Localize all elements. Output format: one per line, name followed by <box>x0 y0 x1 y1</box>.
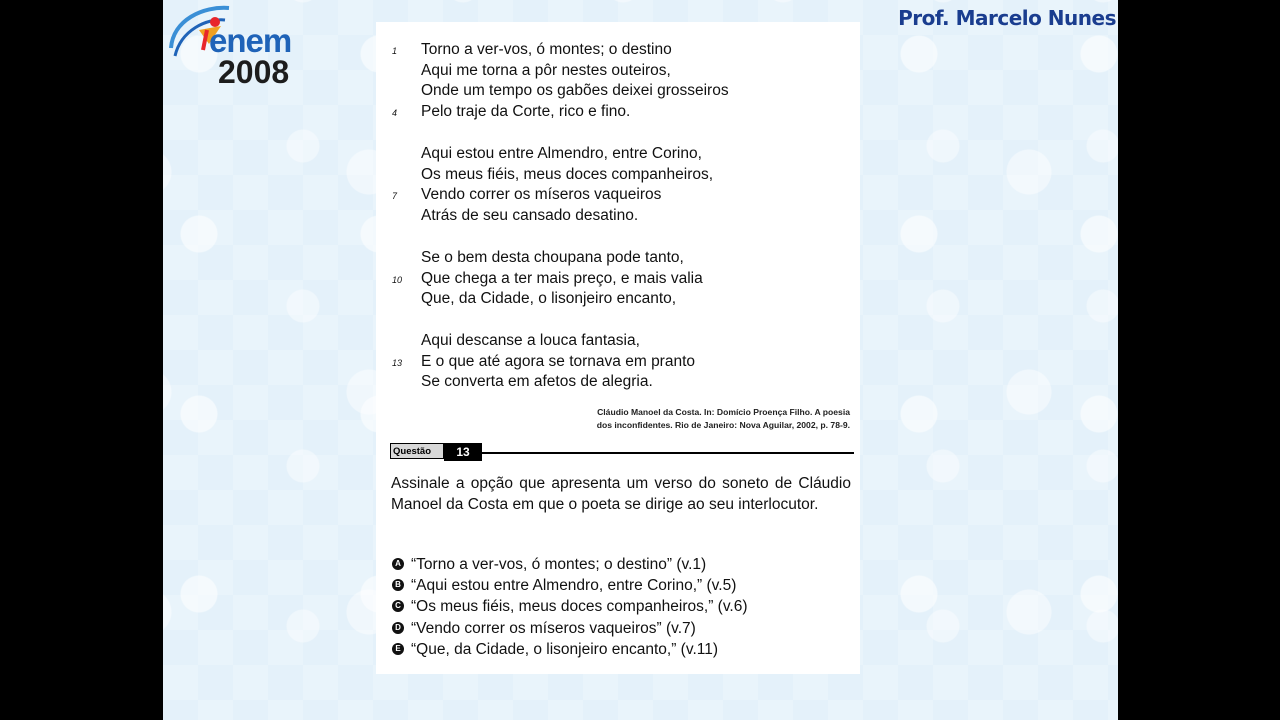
line-text: Atrás de seu cansado desatino. <box>421 207 639 225</box>
exam-page <box>376 22 860 674</box>
poem-source <box>520 406 850 432</box>
poem-stanza <box>376 40 860 123</box>
line-text: Que, da Cidade, o lisonjeiro encanto, <box>421 290 677 308</box>
line-text: Aqui me torna a pôr nestes outeiros, <box>421 61 671 79</box>
line-text: Aqui estou entre Almendro, entre Corino, <box>421 145 702 162</box>
question-prompt: Assinale a opção que apresenta um verso do soneto de Cláudio Manoel da Costa em que o poeta se dirige ao seu interlocutor. <box>391 475 851 513</box>
question-number: 13 <box>444 443 482 461</box>
option-text: “Os meus fiéis, meus doces companheiros,” (v.6) <box>411 598 748 616</box>
poem-stanza <box>376 331 860 393</box>
answer-option[interactable] <box>392 596 852 617</box>
source-line: dos inconfidentes. Rio de Janeiro: Nova Aguilar, 2002, p. 78-9. <box>596 420 850 430</box>
option-letter-icon: A <box>392 558 404 570</box>
enem-logo <box>163 0 333 95</box>
line-text: Que chega a ter mais preço, e mais valia <box>421 269 703 287</box>
option-letter-icon: D <box>392 622 404 634</box>
line-text: Aqui descanse a louca fantasia, <box>421 332 640 349</box>
poem-line <box>376 289 860 310</box>
line-text: E o que até agora se tornava em pranto <box>421 352 696 370</box>
poem-line <box>376 331 860 352</box>
answer-option[interactable] <box>392 554 852 575</box>
option-text: “Torno a ver-vos, ó montes; o destino” (v.1) <box>411 556 707 573</box>
option-text: “Que, da Cidade, o lisonjeiro encanto,” (v.11) <box>411 640 719 658</box>
option-text: “Aqui estou entre Almendro, entre Corino,” (v.5) <box>411 577 737 595</box>
answer-option[interactable] <box>392 639 852 660</box>
poem-line <box>376 81 860 102</box>
logo-text: enem <box>209 22 292 59</box>
poem-line <box>376 102 860 123</box>
poem-line <box>376 144 860 165</box>
question-label: Questão <box>390 443 444 459</box>
poem-stanza <box>376 144 860 227</box>
author-name: Prof. Marcelo Nunes <box>898 6 1116 30</box>
option-letter-icon: B <box>392 579 404 591</box>
line-number: 1 <box>392 46 398 56</box>
line-text: Se o bem desta choupana pode tanto, <box>421 249 684 266</box>
line-text: Se converta em afetos de alegria. <box>421 373 653 391</box>
line-text: Torno a ver-vos, ó montes; o destino <box>421 41 672 58</box>
question-rule <box>482 452 854 454</box>
poem-line <box>376 248 860 269</box>
line-number: 10 <box>392 274 403 285</box>
poem-line <box>376 61 860 82</box>
question-header <box>390 443 854 461</box>
answer-option[interactable] <box>392 618 852 639</box>
answer-options <box>392 554 852 660</box>
line-text: Pelo traje da Corte, rico e fino. <box>421 103 631 121</box>
poem-line <box>376 185 860 206</box>
line-text: Os meus fiéis, meus doces companheiros, <box>421 165 714 183</box>
poem-line <box>376 269 860 290</box>
source-line: Cláudio Manoel da Costa. In: Domício Proença Filho. A poesia <box>597 407 850 417</box>
poem-line <box>376 206 860 227</box>
option-letter-icon: C <box>392 600 404 612</box>
poem-line <box>376 352 860 373</box>
poem-line <box>376 372 860 393</box>
line-number: 13 <box>392 357 403 368</box>
poem-line <box>376 40 860 61</box>
logo-year: 2008 <box>218 54 290 90</box>
slide <box>163 0 1118 720</box>
line-text: Vendo correr os míseros vaqueiros <box>421 186 662 204</box>
option-letter-icon: E <box>392 643 404 655</box>
line-text: Onde um tempo os gabões deixei grosseiros <box>421 82 729 100</box>
answer-option[interactable] <box>392 575 852 596</box>
option-text: “Vendo correr os míseros vaqueiros” (v.7) <box>411 619 696 637</box>
line-number: 4 <box>392 108 398 119</box>
poem-stanza <box>376 248 860 310</box>
line-number: 7 <box>392 191 398 202</box>
poem-line <box>376 165 860 186</box>
